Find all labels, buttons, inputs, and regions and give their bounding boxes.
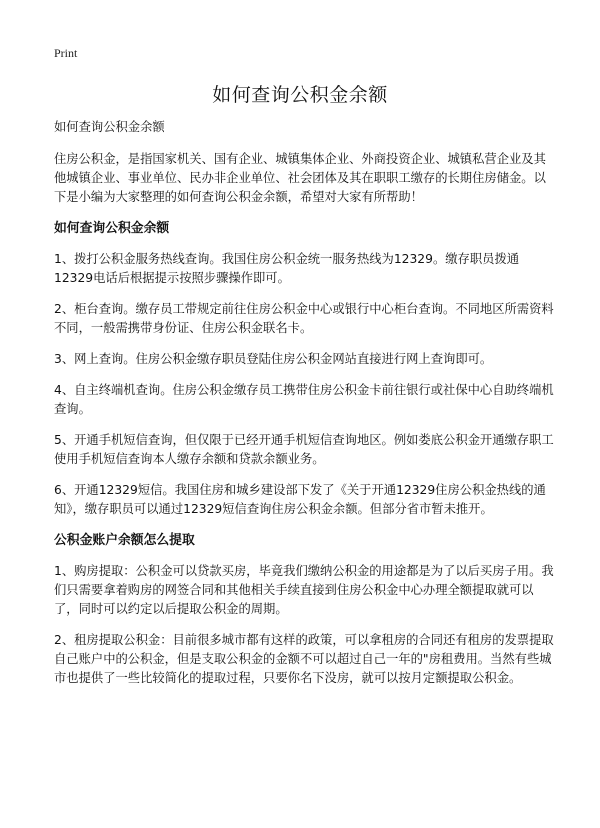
list-item: 5、开通手机短信查询，但仅限于已经开通手机短信查询地区。例如娄底公积金开通缴存职工使用手机短信查询本人缴存余额和贷款余额业务。 xyxy=(54,433,554,466)
list-item: 1、购房提取：公积金可以贷款买房，毕竟我们缴纳公积金的用途都是为了以后买房子用。我们只需要拿着购房的网签合同和其他相关手续直接到住房公积金中心办理全额提取就可以了，同时可以约定以后提取公积金的周期。 xyxy=(54,564,554,616)
list-item: 1、拨打公积金服务热线查询。我国住房公积金统一服务热线为12329。缴存职员拨通12329电话后根据提示按照步骤操作即可。 xyxy=(54,252,520,285)
intro-paragraph: 住房公积金，是指国家机关、国有企业、城镇集体企业、外商投资企业、城镇私营企业及其他城镇企业、事业单位、民办非企业单位、社会团体及其在职职工缴存的长期住房储金。以下是小编为大家整理的如何查询公积金余额，希望对大家有所帮助！ xyxy=(54,152,546,204)
article-body xyxy=(54,118,554,700)
article-subtitle: 如何查询公积金余额 xyxy=(54,120,165,134)
list-item: 2、柜台查询。缴存员工带规定前往住房公积金中心或银行中心柜台查询。不同地区所需资料不同，一般需携带身份证、住房公积金联名卡。 xyxy=(54,302,554,335)
section-heading-withdraw: 公积金账户余额怎么提取 xyxy=(54,533,195,548)
section-heading-query: 如何查询公积金余额 xyxy=(54,221,170,236)
list-item: 2、租房提取公积金：目前很多城市都有这样的政策，可以拿租房的合同还有租房的发票提取自己账户中的公积金，但是支取公积金的金额不可以超过自己一年的"房租费用。当然有些城市也提供了一些比较简化的提取过程，只要你名下没房，就可以按月定额提取公积金。 xyxy=(54,633,554,685)
print-link[interactable]: Print xyxy=(54,46,78,60)
list-item: 4、自主终端机查询。住房公积金缴存员工携带住房公积金卡前往银行或社保中心自助终端机查询。 xyxy=(54,383,554,416)
list-item: 6、开通12329短信。我国住房和城乡建设部下发了《关于开通12329住房公积金热线的通知》，缴存职员可以通过12329短信查询住房公积金余额。但部分省市暂未推开。 xyxy=(54,483,546,516)
page-title: 如何查询公积金余额 xyxy=(212,84,388,106)
list-item: 3、网上查询。住房公积金缴存职员登陆住房公积金网站直接进行网上查询即可。 xyxy=(54,352,493,366)
